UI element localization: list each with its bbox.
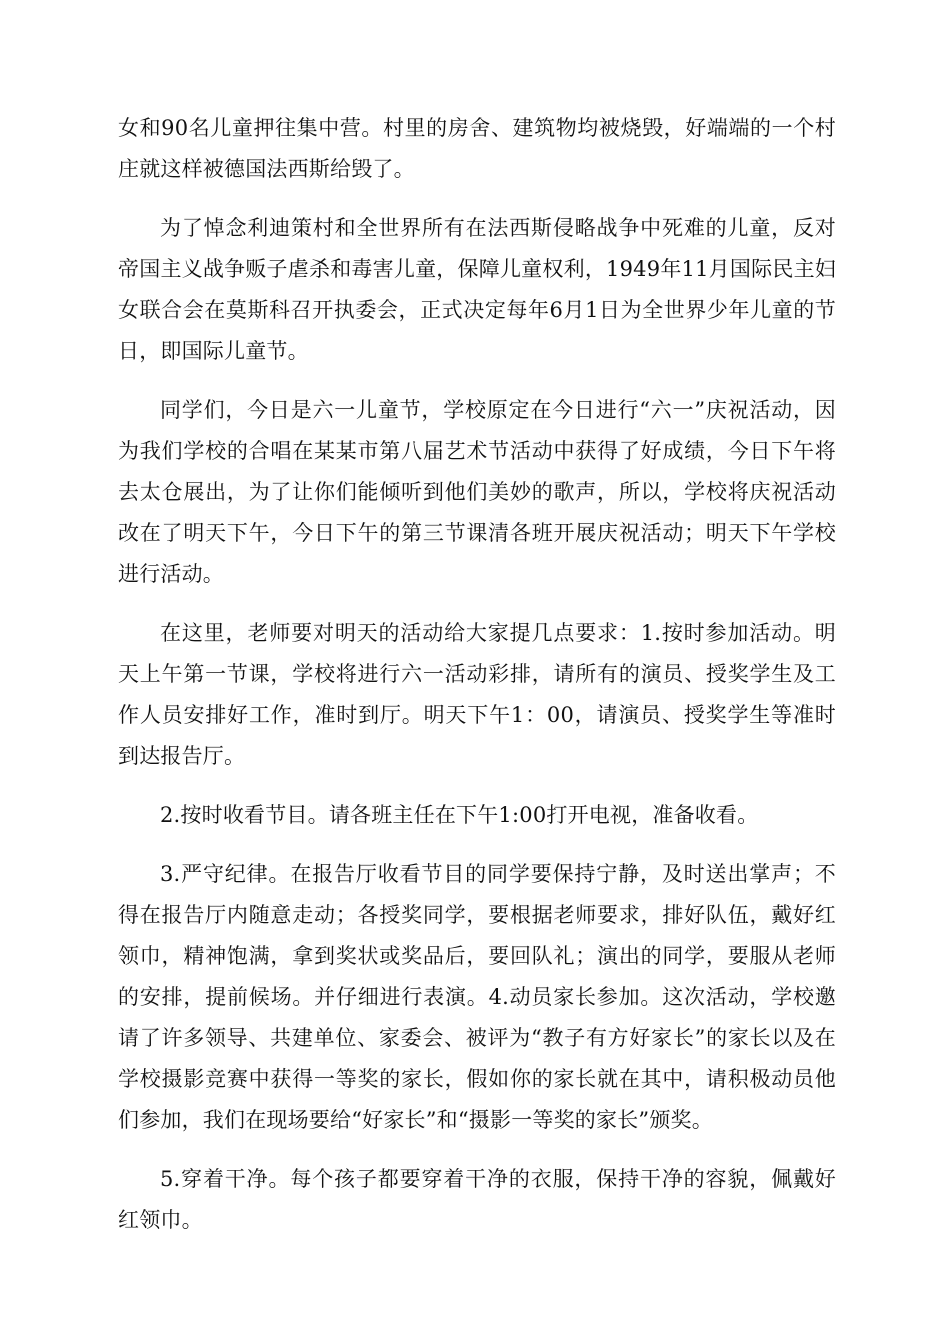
paragraph-4: 在这里，老师要对明天的活动给大家提几点要求：1.按时参加活动。明天上午第一节课，学校将进行六一活动彩排，请所有的演员、授奖学生及工作人员安排好工作，准时到厅。明天下午1：00，请演员、授奖学生等准时到达报告厅。 [118,621,836,768]
paragraph-6: 3.严守纪律。在报告厅收看节目的同学要保持宁静，及时送出掌声；不得在报告厅内随意走动；各授奖同学，要根据老师要求，排好队伍，戴好红领巾，精神饱满，拿到奖状或奖品后，要回队礼；演出的同学，要服从老师的安排，提前候场。并仔细进行表演。4.动员家长参加。这次活动，学校邀请了许多领导、共建单位、家委会、被评为“教子有方好家长”的家长以及在学校摄影竞赛中获得一等奖的家长，假如你的家长就在其中，请积极动员他们参加，我们在现场要给“好家长”和“摄影一等奖的家长”颁奖。 [118,862,836,1132]
paragraph-7: 5.穿着干净。每个孩子都要穿着干净的衣服，保持干净的容貌，佩戴好红领巾。 [118,1167,836,1232]
paragraph-3: 同学们，今日是六一儿童节，学校原定在今日进行“六一”庆祝活动，因为我们学校的合唱在某某市第八届艺术节活动中获得了好成绩，今日下午将去太仓展出，为了让你们能倾听到他们美妙的歌声，所以，学校将庆祝活动改在了明天下午，今日下午的第三节课清各班开展庆祝活动；明天下午学校进行活动。 [118,398,836,586]
document-body [118,108,836,1259]
paragraph-5: 2.按时收看节目。请各班主任在下午1:00打开电视，准备收看。 [160,803,759,827]
paragraph-2: 为了悼念利迪策村和全世界所有在法西斯侵略战争中死难的儿童，反对帝国主义战争贩子虐杀和毒害儿童，保障儿童权利，1949年11月国际民主妇女联合会在莫斯科召开执委会，正式决定每年6月1日为全世界少年儿童的节日，即国际儿童节。 [118,216,836,363]
paragraph-1: 女和90名儿童押往集中营。村里的房舍、建筑物均被烧毁，好端端的一个村庄就这样被德国法西斯给毁了。 [118,116,836,181]
